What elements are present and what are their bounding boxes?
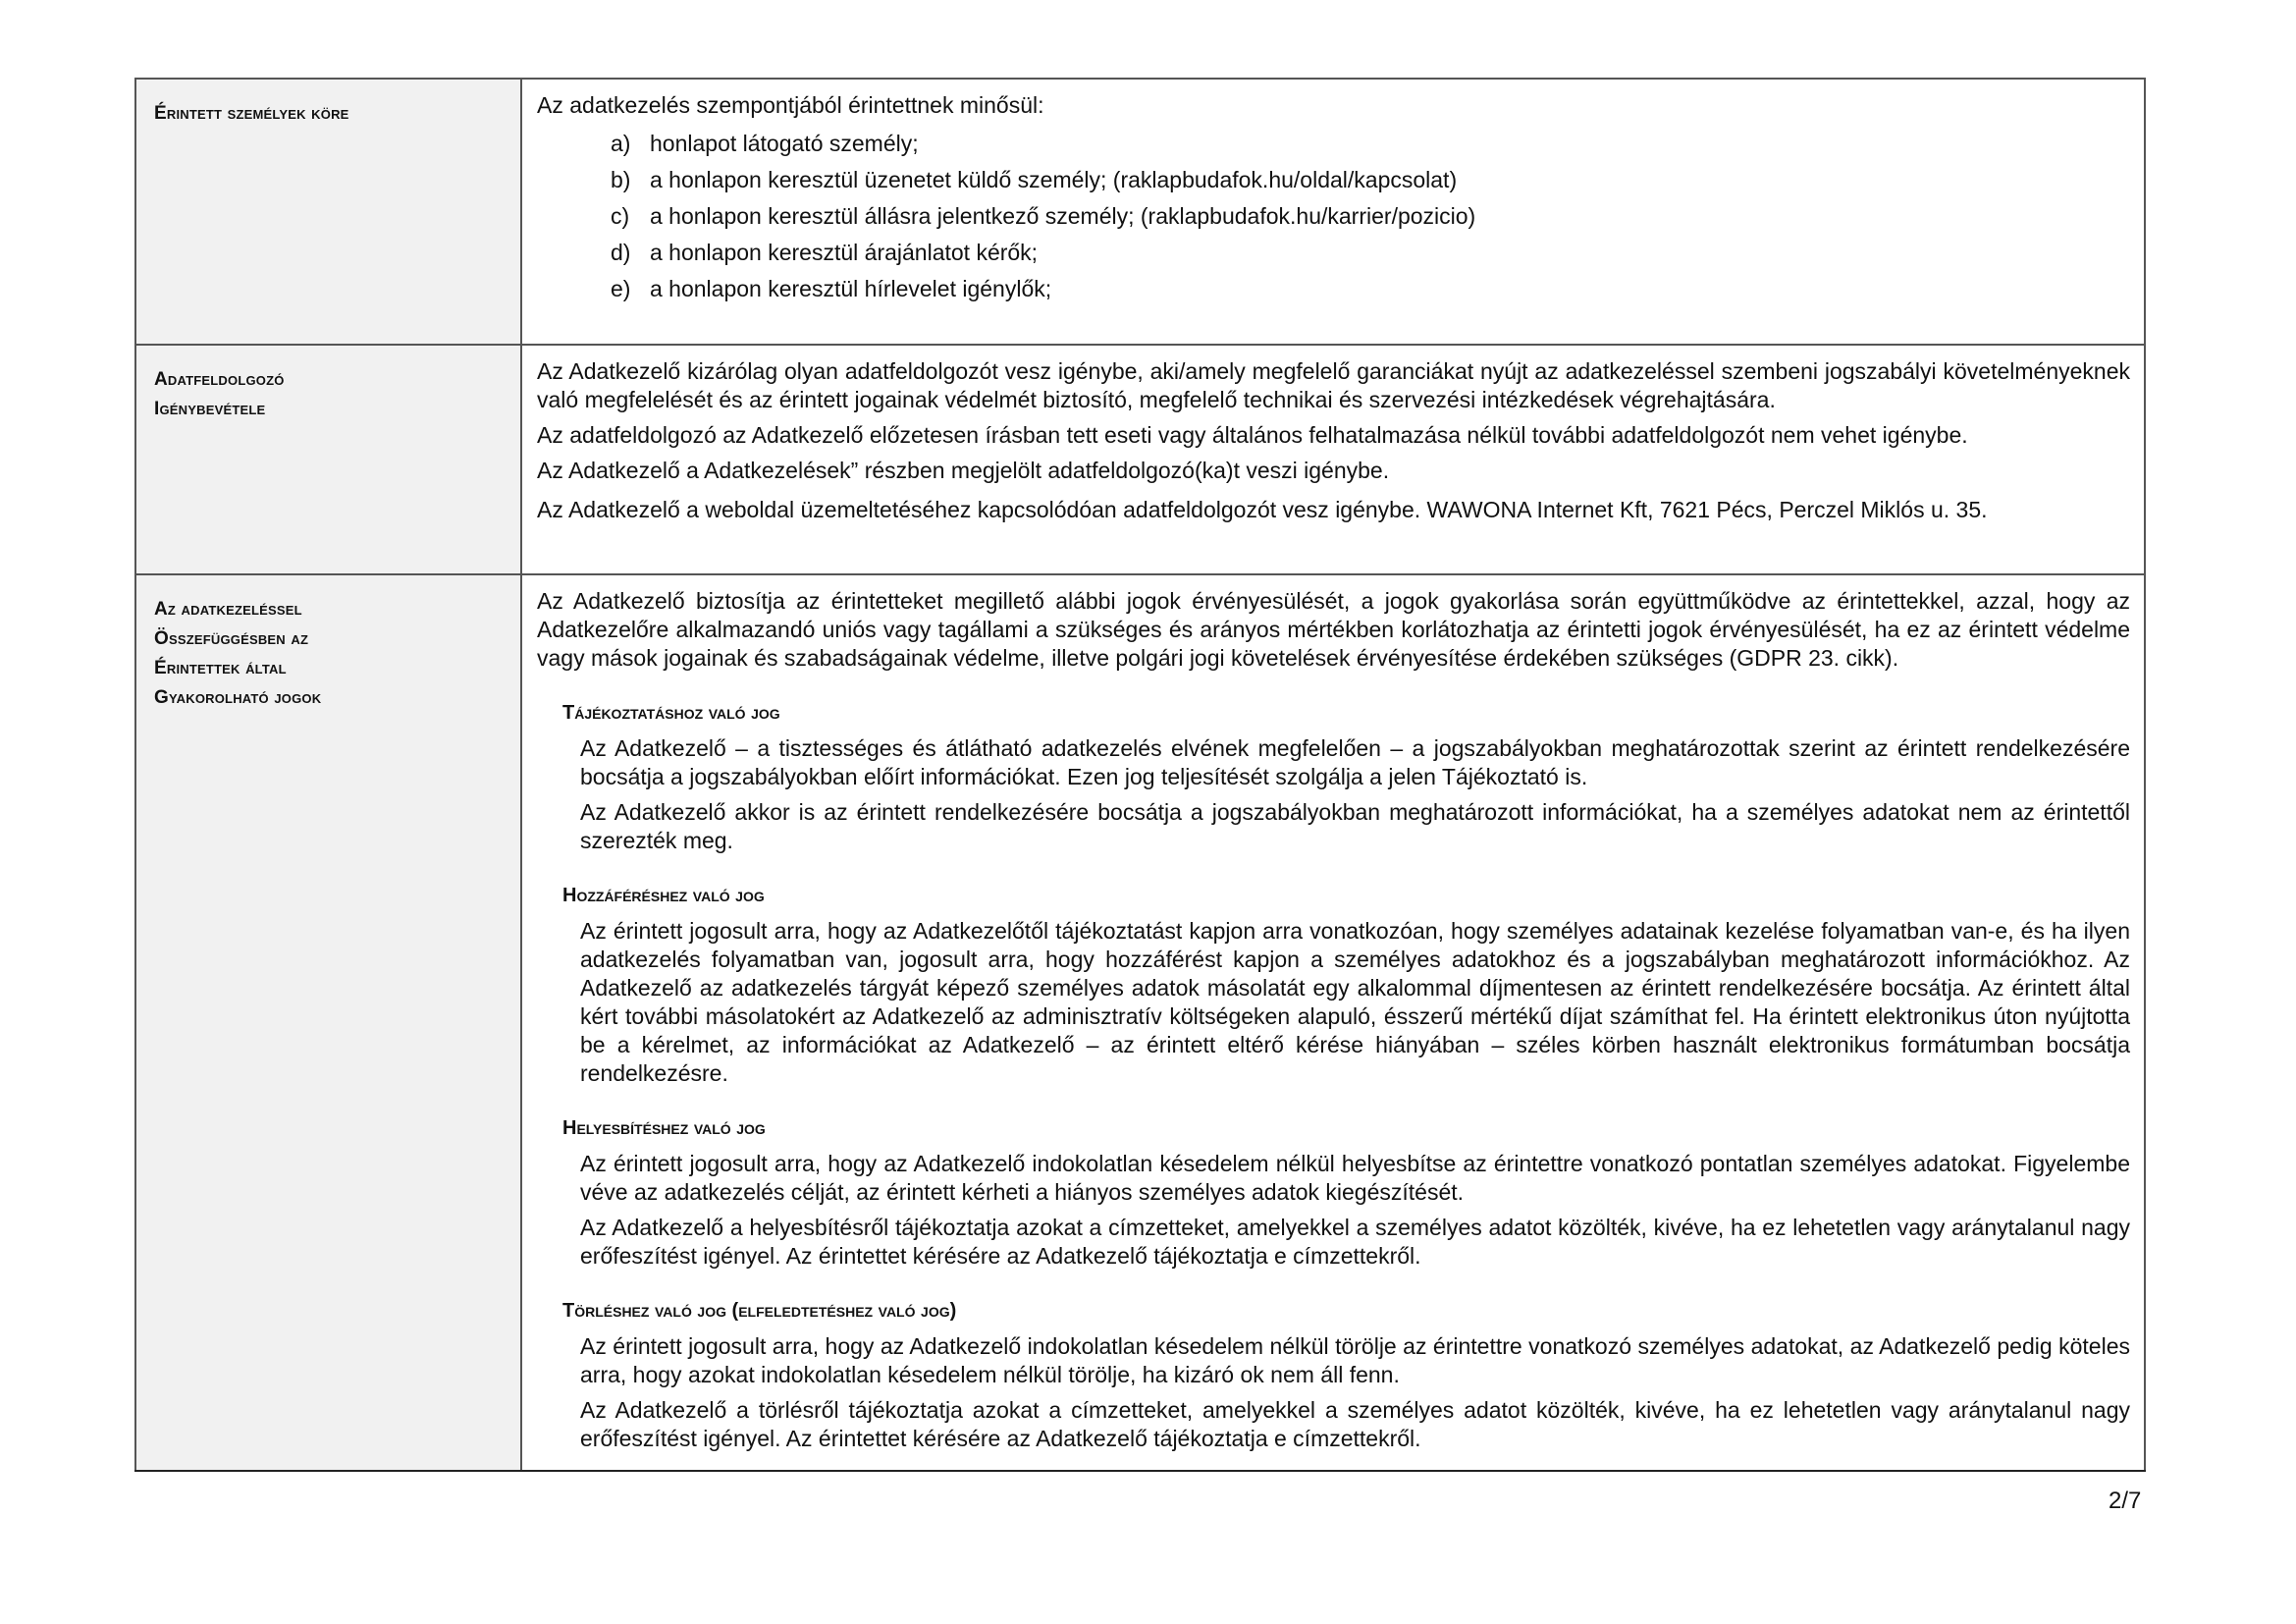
list-marker: a) — [611, 131, 631, 156]
row-label-cell — [135, 79, 521, 345]
row-label: Érintett személyek köre — [154, 103, 349, 124]
paragraph: Az érintett jogosult arra, hogy az Adatkezelőtől tájékoztatást kapjon arra vonatkozóan, hogy személyes adatainak kezelése folyamatban van-e, és ha ilyen adatkezelés folyamatban van, jogosult arra, hogy hozzáférést kapjon a személyes adatokhoz és a jogszabályban meghatározott információkhoz. Az Adatkezelő az adatkezelés tárgyát képező személyes adatok másolatát egy alkalommal díjmentesen az érintett rendelkezésére bocsátja. Az érintett által kért további másolatokért az Adatkezelő az adminisztratív költségeken alapuló, ésszerű mértékű díjat számíthat fel. Ha érintett elektronikus úton nyújtotta be a kérelmet, az információkat az Adatkezelő – az érintett eltérő kérése hiányában – széles körben használt elektronikus formátumban bocsátja rendelkezésre. — [580, 918, 2130, 1086]
table-row-affected-persons — [135, 79, 2145, 345]
section-heading: Tájékoztatáshoz való jog — [562, 702, 780, 724]
intro-paragraph: Az Adatkezelő biztosítja az érintetteket megillető alábbi jogok érvényesülését, a jogok gyakorlása során együttműködve az érintettekkel, azzal, hogy az Adatkezelőre alkalmazandó uniós vagy tagállami a szükséges és arányos mértékben korlátozhatja az érintetti jogok érvényesülését, ha ez az érintett védelme vagy mások jogainak és szabadságainak védelme, illetve polgári jogi követelések érvényesítése érdekében szükséges (GDPR 23. cikk). — [537, 588, 2130, 671]
row-content-cell — [521, 345, 2145, 574]
section-right-to-information — [537, 700, 2130, 855]
row-content-cell — [521, 574, 2145, 1471]
list-item — [537, 275, 2130, 303]
paragraph: Az Adatkezelő a törlésről tájékoztatja azokat a címzetteket, amelyekkel a személyes adatot közölték, kivéve, ha ez lehetetlen vagy aránytalanul nagy erőfeszítést igényel. Az érintettet kérésére az Adatkezelő tájékoztatja e címzettekről. — [580, 1397, 2130, 1451]
list-item-text: a honlapon keresztül üzenetet küldő személy; (raklapbudafok.hu/oldal/kapcsolat) — [650, 167, 1458, 192]
data-processing-table — [134, 78, 2146, 1472]
row-label-line: Az adatkezeléssel — [154, 599, 302, 620]
section-heading: Törléshez való jog (elfeledtetéshez való jog) — [562, 1300, 957, 1322]
paragraph: Az Adatkezelő a helyesbítésről tájékoztatja azokat a címzetteket, amelyekkel a személyes adatot közölték, kivéve, ha ez lehetetlen vagy aránytalanul nagy erőfeszítést igényel. Az érintettet kérésére az Adatkezelő tájékoztatja e címzettekről. — [580, 1215, 2130, 1269]
paragraph: Az Adatkezelő – a tisztességes és átlátható adatkezelés elvének megfelelően – a jogszabályokban meghatározottak szerint az érintett rendelkezésére bocsátja a jogszabályokban előírt információkat. Ezen jog teljesítését szolgálja a jelen Tájékoztató is. — [580, 735, 2130, 789]
table-row-data-subject-rights — [135, 574, 2145, 1471]
affected-persons-list — [537, 130, 2130, 303]
paragraph: Az érintett jogosult arra, hogy az Adatkezelő indokolatlan késedelem nélkül törölje az érintettre vonatkozó személyes adatokat, az Adatkezelő pedig köteles arra, hogy azokat indokolatlan késedelem nélkül törölje, ha kizáró ok nem áll fenn. — [580, 1333, 2130, 1387]
row-content-cell — [521, 79, 2145, 345]
list-marker: c) — [611, 203, 630, 229]
row-label-line: Érintettek által — [154, 658, 287, 678]
row-label-cell — [135, 574, 521, 1471]
paragraph: Az érintett jogosult arra, hogy az Adatkezelő indokolatlan késedelem nélkül helyesbítse az érintettre vonatkozó pontatlan személyes adatokat. Figyelembe véve az adatkezelés célját, az érintett kérheti a hiányos személyes adatok kiegészítését. — [580, 1151, 2130, 1205]
section-right-to-rectification — [537, 1115, 2130, 1271]
row-label-line: Összefüggésben az — [154, 628, 309, 649]
list-item-text: honlapot látogató személy; — [650, 131, 919, 156]
paragraph: Az Adatkezelő a weboldal üzemeltetéséhez kapcsolódóan adatfeldolgozót vesz igénybe. WAWONA Internet Kft, 7621 Pécs, Perczel Miklós u. 35. — [537, 497, 1988, 522]
row-label-cell — [135, 345, 521, 574]
section-heading: Helyesbítéshez való jog — [562, 1117, 766, 1139]
list-item — [537, 130, 2130, 158]
intro-text: Az adatkezelés szempontjából érintettnek minősül: — [537, 92, 1044, 118]
list-item-text: a honlapon keresztül hírlevelet igénylők; — [650, 276, 1052, 301]
section-right-to-erasure — [537, 1298, 2130, 1453]
list-item-text: a honlapon keresztül árajánlatot kérők; — [650, 240, 1039, 265]
list-item — [537, 202, 2130, 231]
list-marker: e) — [611, 276, 631, 301]
section-heading: Hozzáféréshez való jog — [562, 885, 765, 906]
list-item — [537, 166, 2130, 194]
list-marker: b) — [611, 167, 631, 192]
row-label-line: Gyakorolható jogok — [154, 687, 322, 708]
list-item — [537, 239, 2130, 267]
section-right-of-access — [537, 883, 2130, 1088]
paragraph: Az Adatkezelő akkor is az érintett rendelkezésére bocsátja a jogszabályokban meghatározott információkat, ha a személyes adatokat nem az érintettől szerezték meg. — [580, 799, 2130, 853]
page-number: 2/7 — [2109, 1488, 2142, 1514]
list-marker: d) — [611, 240, 631, 265]
paragraph: Az adatfeldolgozó az Adatkezelő előzetesen írásban tett eseti vagy általános felhatalmazása nélkül további adatfeldolgozót nem vehet igénybe. — [537, 422, 1968, 448]
list-item-text: a honlapon keresztül állásra jelentkező személy; (raklapbudafok.hu/karrier/pozicio) — [650, 203, 1476, 229]
paragraph: Az Adatkezelő kizárólag olyan adatfeldolgozót vesz igénybe, aki/amely megfelelő garanciákat nyújt az adatkezeléssel szembeni jogszabályi követelményeknek való megfelelését és az érintett jogainak védelmét biztosító, megfelelő technikai és szervezési intézkedések végrehajtására. — [537, 358, 2130, 412]
row-label-line: Adatfeldolgozó — [154, 369, 285, 390]
table-row-data-processor — [135, 345, 2145, 574]
paragraph: Az Adatkezelő a Adatkezelések” részben megjelölt adatfeldolgozó(ka)t veszi igénybe. — [537, 458, 1390, 483]
row-label-line: Igénybevétele — [154, 399, 266, 419]
